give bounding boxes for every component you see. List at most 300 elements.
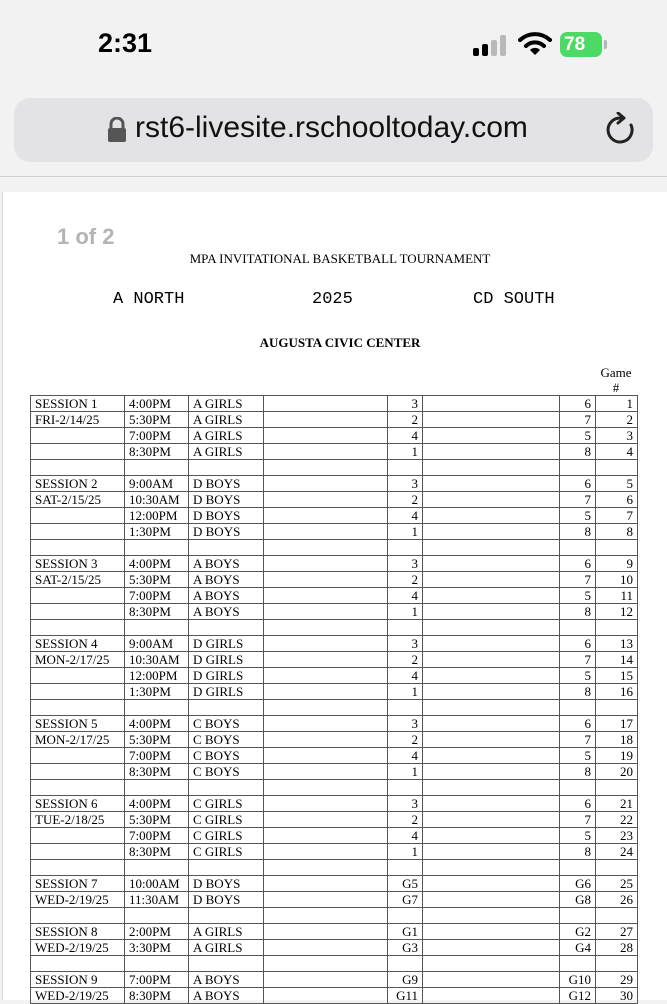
blank-cell xyxy=(423,700,560,716)
away-seed-cell xyxy=(560,780,596,796)
home-seed-cell: 2 xyxy=(388,812,423,828)
team-cell xyxy=(189,540,264,556)
blank-cell xyxy=(423,860,560,876)
blank-cell xyxy=(423,572,560,588)
blank-cell xyxy=(423,412,560,428)
game-number-cell: 1 xyxy=(596,396,638,412)
session-cell xyxy=(31,588,125,604)
home-seed-cell: 4 xyxy=(388,748,423,764)
time-cell: 4:00PM xyxy=(125,556,189,572)
blank-cell xyxy=(423,780,560,796)
time-cell: 4:00PM xyxy=(125,716,189,732)
blank-cell xyxy=(264,412,388,428)
blank-cell xyxy=(264,636,388,652)
time-cell: 2:00PM xyxy=(125,924,189,940)
home-seed-cell: 4 xyxy=(388,588,423,604)
game-number-cell: 17 xyxy=(596,716,638,732)
team-cell: A BOYS xyxy=(189,604,264,620)
time-cell xyxy=(125,620,189,636)
home-seed-cell xyxy=(388,956,423,972)
time-cell xyxy=(125,780,189,796)
away-seed-cell: 5 xyxy=(560,748,596,764)
time-cell xyxy=(125,860,189,876)
blank-cell xyxy=(423,428,560,444)
blank-cell xyxy=(264,860,388,876)
session-cell xyxy=(31,844,125,860)
blank-cell xyxy=(423,748,560,764)
home-seed-cell: 2 xyxy=(388,492,423,508)
blank-cell xyxy=(264,700,388,716)
session-cell xyxy=(31,860,125,876)
team-cell: D BOYS xyxy=(189,476,264,492)
blank-cell xyxy=(423,588,560,604)
blank-cell xyxy=(423,940,560,956)
session-cell: SAT-2/15/25 xyxy=(31,572,125,588)
home-seed-cell xyxy=(388,620,423,636)
session-cell xyxy=(31,748,125,764)
home-seed-cell: 1 xyxy=(388,524,423,540)
game-number-cell: 6 xyxy=(596,492,638,508)
time-cell: 8:30PM xyxy=(125,764,189,780)
blank-cell xyxy=(264,764,388,780)
game-number-cell: 21 xyxy=(596,796,638,812)
blank-cell xyxy=(423,716,560,732)
blank-cell xyxy=(423,892,560,908)
game-number-header xyxy=(598,365,634,395)
blank-cell xyxy=(264,908,388,924)
time-cell xyxy=(125,460,189,476)
battery-tip xyxy=(604,40,607,49)
home-seed-cell: G5 xyxy=(388,876,423,892)
team-cell: C GIRLS xyxy=(189,796,264,812)
time-cell: 7:00PM xyxy=(125,588,189,604)
away-seed-cell: 7 xyxy=(560,652,596,668)
game-number-cell xyxy=(596,908,638,924)
team-cell: D BOYS xyxy=(189,892,264,908)
away-seed-cell: G4 xyxy=(560,940,596,956)
time-cell: 4:00PM xyxy=(125,396,189,412)
time-cell: 3:30PM xyxy=(125,940,189,956)
team-cell: C BOYS xyxy=(189,716,264,732)
session-cell xyxy=(31,620,125,636)
table-row xyxy=(31,828,638,844)
blank-cell xyxy=(264,748,388,764)
table-row xyxy=(31,844,638,860)
table-row xyxy=(31,476,638,492)
team-cell: A BOYS xyxy=(189,572,264,588)
session-cell xyxy=(31,956,125,972)
time-cell xyxy=(125,700,189,716)
away-seed-cell: 8 xyxy=(560,844,596,860)
team-cell xyxy=(189,700,264,716)
session-cell: SESSION 2 xyxy=(31,476,125,492)
table-row xyxy=(31,700,638,716)
team-cell: D GIRLS xyxy=(189,668,264,684)
game-number-cell xyxy=(596,956,638,972)
away-seed-cell xyxy=(560,956,596,972)
team-cell: D GIRLS xyxy=(189,652,264,668)
blank-cell xyxy=(264,812,388,828)
home-seed-cell: 1 xyxy=(388,844,423,860)
blank-cell xyxy=(264,396,388,412)
blank-cell xyxy=(423,508,560,524)
time-cell: 8:30PM xyxy=(125,988,189,1004)
away-seed-cell: 7 xyxy=(560,812,596,828)
table-row xyxy=(31,428,638,444)
reload-icon[interactable] xyxy=(604,112,638,148)
table-row xyxy=(31,652,638,668)
blank-cell xyxy=(423,732,560,748)
schedule-table xyxy=(30,395,638,1004)
home-seed-cell: 4 xyxy=(388,428,423,444)
table-row xyxy=(31,444,638,460)
time-cell: 1:30PM xyxy=(125,524,189,540)
time-cell: 10:30AM xyxy=(125,652,189,668)
game-number-cell: 26 xyxy=(596,892,638,908)
away-seed-cell: 8 xyxy=(560,764,596,780)
blank-cell xyxy=(264,844,388,860)
blank-cell xyxy=(423,652,560,668)
home-seed-cell xyxy=(388,780,423,796)
team-cell xyxy=(189,780,264,796)
team-cell xyxy=(189,956,264,972)
blank-cell xyxy=(423,444,560,460)
time-cell xyxy=(125,908,189,924)
game-number-cell: 4 xyxy=(596,444,638,460)
home-seed-cell: 4 xyxy=(388,668,423,684)
game-number-cell: 3 xyxy=(596,428,638,444)
team-cell: A GIRLS xyxy=(189,940,264,956)
session-cell: SESSION 7 xyxy=(31,876,125,892)
session-cell: SESSION 1 xyxy=(31,396,125,412)
blank-cell xyxy=(423,620,560,636)
team-cell: A BOYS xyxy=(189,988,264,1004)
right-region: CD SOUTH xyxy=(473,290,555,309)
time-cell: 11:30AM xyxy=(125,892,189,908)
home-seed-cell: 2 xyxy=(388,732,423,748)
blank-cell xyxy=(423,844,560,860)
blank-cell xyxy=(264,956,388,972)
table-row xyxy=(31,940,638,956)
home-seed-cell: G9 xyxy=(388,972,423,988)
blank-cell xyxy=(264,652,388,668)
battery-level: 78 xyxy=(564,34,586,55)
time-cell: 9:00AM xyxy=(125,476,189,492)
away-seed-cell: 6 xyxy=(560,796,596,812)
blank-cell xyxy=(264,892,388,908)
home-seed-cell: G3 xyxy=(388,940,423,956)
away-seed-cell: 5 xyxy=(560,828,596,844)
team-cell: D BOYS xyxy=(189,524,264,540)
away-seed-cell: G2 xyxy=(560,924,596,940)
game-number-cell: 23 xyxy=(596,828,638,844)
game-number-cell: 16 xyxy=(596,684,638,700)
session-cell: SESSION 5 xyxy=(31,716,125,732)
blank-cell xyxy=(264,988,388,1004)
time-cell: 7:00PM xyxy=(125,828,189,844)
session-cell: SESSION 6 xyxy=(31,796,125,812)
game-number-cell xyxy=(596,780,638,796)
blank-cell xyxy=(423,684,560,700)
away-seed-cell: 7 xyxy=(560,492,596,508)
blank-cell xyxy=(264,940,388,956)
session-cell xyxy=(31,540,125,556)
time-cell: 5:30PM xyxy=(125,812,189,828)
table-row xyxy=(31,924,638,940)
table-row xyxy=(31,716,638,732)
away-seed-cell: 8 xyxy=(560,444,596,460)
time-cell xyxy=(125,956,189,972)
table-row xyxy=(31,636,638,652)
team-cell xyxy=(189,860,264,876)
home-seed-cell: 3 xyxy=(388,476,423,492)
blank-cell xyxy=(423,476,560,492)
time-cell: 7:00PM xyxy=(125,972,189,988)
session-cell: MON-2/17/25 xyxy=(31,732,125,748)
home-seed-cell: 3 xyxy=(388,636,423,652)
game-number-cell xyxy=(596,460,638,476)
session-cell xyxy=(31,428,125,444)
blank-cell xyxy=(264,924,388,940)
home-seed-cell: 1 xyxy=(388,604,423,620)
blank-cell xyxy=(264,492,388,508)
blank-cell xyxy=(264,732,388,748)
blank-cell xyxy=(423,828,560,844)
home-seed-cell: G7 xyxy=(388,892,423,908)
away-seed-cell xyxy=(560,860,596,876)
session-cell xyxy=(31,828,125,844)
session-cell: SAT-2/15/25 xyxy=(31,492,125,508)
game-number-cell: 20 xyxy=(596,764,638,780)
game-number-cell: 25 xyxy=(596,876,638,892)
session-cell: FRI-2/14/25 xyxy=(31,412,125,428)
page-indicator: 1 of 2 xyxy=(57,224,115,249)
table-row xyxy=(31,972,638,988)
game-number-cell: 15 xyxy=(596,668,638,684)
blank-cell xyxy=(264,716,388,732)
away-seed-cell: 5 xyxy=(560,668,596,684)
blank-cell xyxy=(264,604,388,620)
away-seed-cell xyxy=(560,460,596,476)
game-number-cell: 18 xyxy=(596,732,638,748)
blank-cell xyxy=(423,396,560,412)
home-seed-cell xyxy=(388,860,423,876)
table-row xyxy=(31,540,638,556)
blank-cell xyxy=(423,524,560,540)
blank-cell xyxy=(423,764,560,780)
blank-cell xyxy=(264,524,388,540)
lock-icon xyxy=(107,117,127,143)
blank-cell xyxy=(264,556,388,572)
table-row xyxy=(31,764,638,780)
session-cell xyxy=(31,444,125,460)
time-cell: 7:00PM xyxy=(125,748,189,764)
session-cell xyxy=(31,700,125,716)
table-row xyxy=(31,956,638,972)
game-number-cell: 30 xyxy=(596,988,638,1004)
home-seed-cell: G1 xyxy=(388,924,423,940)
table-row xyxy=(31,460,638,476)
session-cell: WED-2/19/25 xyxy=(31,988,125,1004)
blank-cell xyxy=(423,796,560,812)
blank-cell xyxy=(423,876,560,892)
wifi-icon xyxy=(518,31,552,57)
home-seed-cell: 2 xyxy=(388,412,423,428)
blank-cell xyxy=(423,556,560,572)
home-seed-cell xyxy=(388,460,423,476)
game-number-cell: 13 xyxy=(596,636,638,652)
session-cell: WED-2/19/25 xyxy=(31,892,125,908)
game-number-cell: 8 xyxy=(596,524,638,540)
table-row xyxy=(31,812,638,828)
session-cell: SESSION 3 xyxy=(31,556,125,572)
team-cell: A BOYS xyxy=(189,972,264,988)
home-seed-cell xyxy=(388,908,423,924)
home-seed-cell: 1 xyxy=(388,684,423,700)
table-row xyxy=(31,524,638,540)
session-cell: SESSION 4 xyxy=(31,636,125,652)
url-text[interactable]: rst6-livesite.rschooltoday.com xyxy=(135,111,528,144)
away-seed-cell: 6 xyxy=(560,476,596,492)
time-cell: 12:00PM xyxy=(125,508,189,524)
blank-cell xyxy=(423,492,560,508)
game-number-cell: 5 xyxy=(596,476,638,492)
game-number-cell: 10 xyxy=(596,572,638,588)
away-seed-cell xyxy=(560,620,596,636)
team-cell: A GIRLS xyxy=(189,412,264,428)
blank-cell xyxy=(264,588,388,604)
cellular-signal-icon xyxy=(473,34,509,56)
game-number-cell: 7 xyxy=(596,508,638,524)
time-cell: 10:00AM xyxy=(125,876,189,892)
table-row xyxy=(31,876,638,892)
team-cell xyxy=(189,620,264,636)
blank-cell xyxy=(423,972,560,988)
blank-cell xyxy=(423,668,560,684)
blank-cell xyxy=(264,508,388,524)
team-cell: A GIRLS xyxy=(189,444,264,460)
away-seed-cell xyxy=(560,700,596,716)
game-number-cell: 29 xyxy=(596,972,638,988)
table-row xyxy=(31,572,638,588)
game-number-cell: 12 xyxy=(596,604,638,620)
home-seed-cell: 3 xyxy=(388,556,423,572)
home-seed-cell: G11 xyxy=(388,988,423,1004)
table-row xyxy=(31,908,638,924)
table-row xyxy=(31,732,638,748)
blank-cell xyxy=(423,956,560,972)
blank-cell xyxy=(264,828,388,844)
table-row xyxy=(31,780,638,796)
away-seed-cell xyxy=(560,908,596,924)
table-row xyxy=(31,412,638,428)
away-seed-cell: 7 xyxy=(560,412,596,428)
game-number-cell: 28 xyxy=(596,940,638,956)
time-cell: 7:00PM xyxy=(125,428,189,444)
session-cell: WED-2/19/25 xyxy=(31,940,125,956)
team-cell: C GIRLS xyxy=(189,828,264,844)
team-cell xyxy=(189,908,264,924)
home-seed-cell xyxy=(388,700,423,716)
time-cell: 4:00PM xyxy=(125,796,189,812)
venue-heading: AUGUSTA CIVIC CENTER xyxy=(259,335,421,350)
home-seed-cell xyxy=(388,540,423,556)
team-cell: C BOYS xyxy=(189,732,264,748)
game-number-cell xyxy=(596,860,638,876)
away-seed-cell: G10 xyxy=(560,972,596,988)
session-cell xyxy=(31,908,125,924)
blank-cell xyxy=(423,924,560,940)
session-cell xyxy=(31,780,125,796)
away-seed-cell: 6 xyxy=(560,556,596,572)
blank-cell xyxy=(423,636,560,652)
table-row xyxy=(31,892,638,908)
team-cell: D GIRLS xyxy=(189,684,264,700)
toolbar-divider xyxy=(0,176,667,177)
home-seed-cell: 1 xyxy=(388,444,423,460)
session-cell xyxy=(31,604,125,620)
away-seed-cell: 6 xyxy=(560,396,596,412)
game-number-cell xyxy=(596,620,638,636)
game-header-label: Game xyxy=(600,365,632,380)
blank-cell xyxy=(264,428,388,444)
session-cell xyxy=(31,684,125,700)
session-cell: MON-2/17/25 xyxy=(31,652,125,668)
session-cell xyxy=(31,508,125,524)
table-row xyxy=(31,604,638,620)
table-row xyxy=(31,396,638,412)
game-header-symbol: # xyxy=(612,380,620,395)
game-number-cell: 2 xyxy=(596,412,638,428)
team-cell: C BOYS xyxy=(189,748,264,764)
blank-cell xyxy=(264,444,388,460)
table-row xyxy=(31,492,638,508)
team-cell: C BOYS xyxy=(189,764,264,780)
team-cell: A BOYS xyxy=(189,588,264,604)
game-number-cell xyxy=(596,540,638,556)
game-number-cell: 22 xyxy=(596,812,638,828)
away-seed-cell: 6 xyxy=(560,716,596,732)
home-seed-cell: 3 xyxy=(388,716,423,732)
table-row xyxy=(31,668,638,684)
away-seed-cell: G6 xyxy=(560,876,596,892)
game-number-cell: 14 xyxy=(596,652,638,668)
away-seed-cell: 7 xyxy=(560,732,596,748)
team-cell: D GIRLS xyxy=(189,636,264,652)
blank-cell xyxy=(423,460,560,476)
session-cell xyxy=(31,460,125,476)
blank-cell xyxy=(264,540,388,556)
blank-cell xyxy=(264,668,388,684)
table-row xyxy=(31,988,638,1004)
team-cell: A GIRLS xyxy=(189,428,264,444)
status-bar xyxy=(0,0,667,92)
team-cell xyxy=(189,460,264,476)
time-cell: 10:30AM xyxy=(125,492,189,508)
table-row xyxy=(31,588,638,604)
session-cell xyxy=(31,524,125,540)
home-seed-cell: 2 xyxy=(388,652,423,668)
session-cell: SESSION 9 xyxy=(31,972,125,988)
time-cell: 5:30PM xyxy=(125,412,189,428)
home-seed-cell: 1 xyxy=(388,764,423,780)
blank-cell xyxy=(423,604,560,620)
blank-cell xyxy=(264,460,388,476)
time-cell: 12:00PM xyxy=(125,668,189,684)
home-seed-cell: 4 xyxy=(388,508,423,524)
blank-cell xyxy=(264,476,388,492)
table-row xyxy=(31,508,638,524)
